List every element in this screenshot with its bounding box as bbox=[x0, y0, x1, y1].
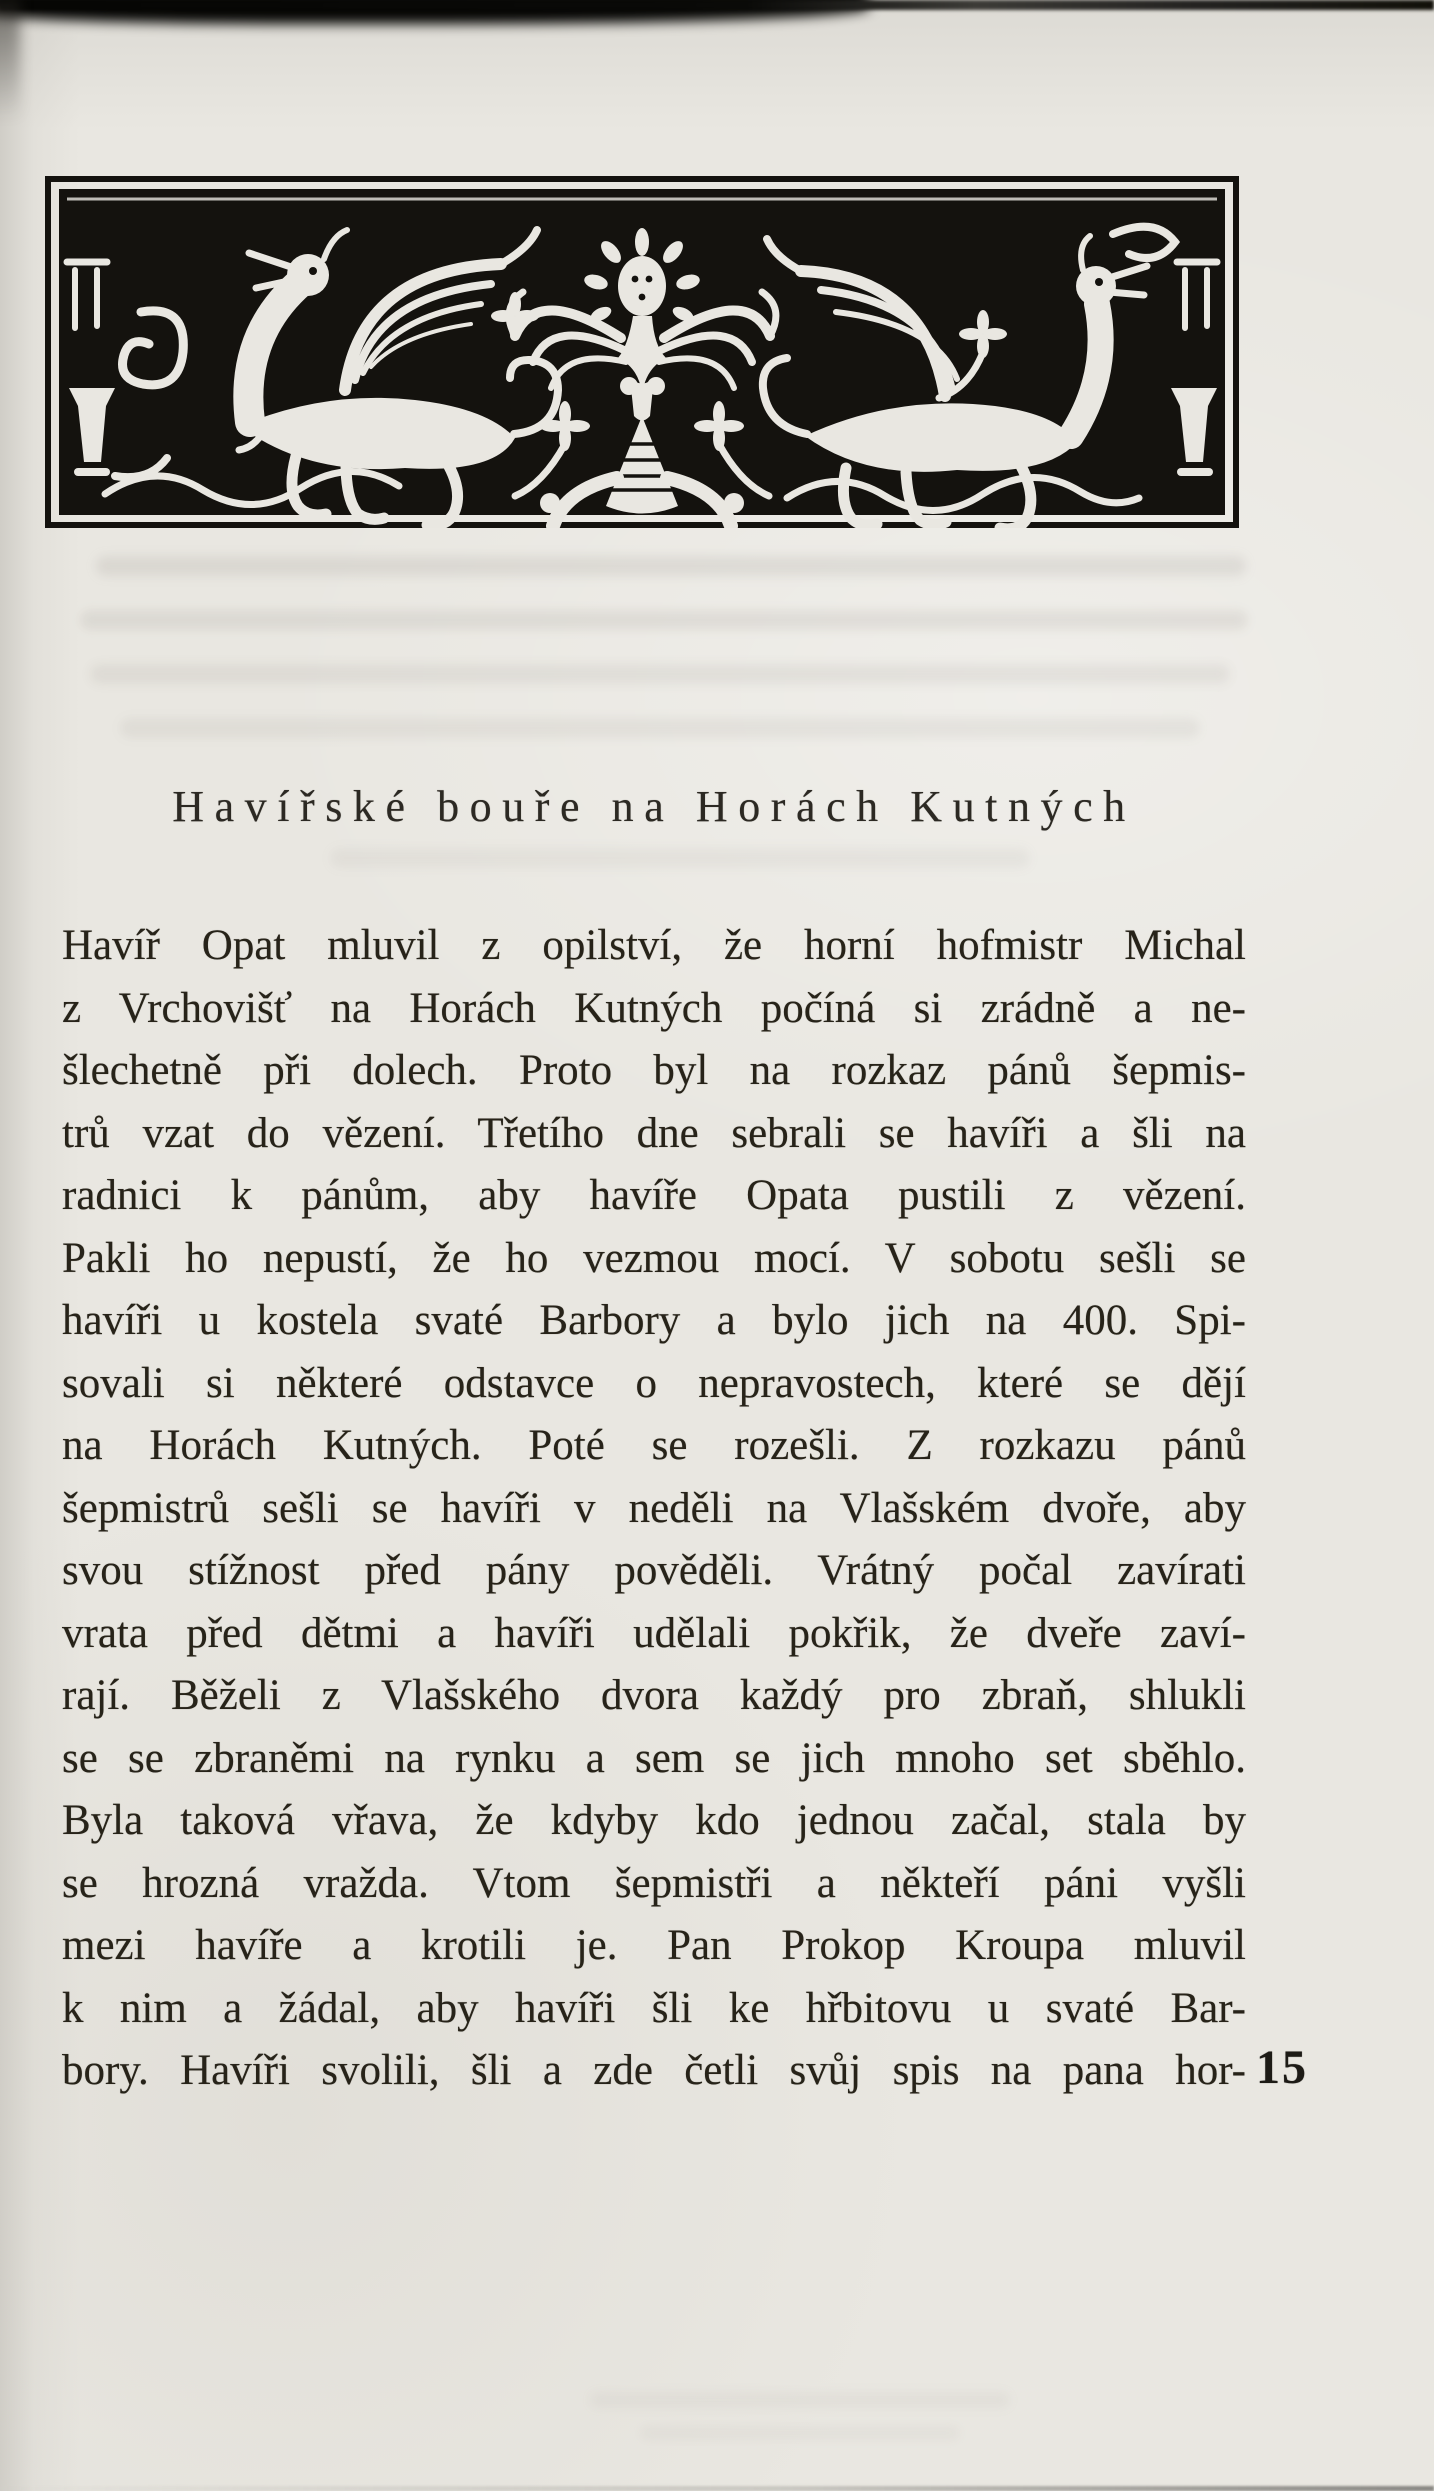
chapter-title: Havířské bouře na Horách Kutných bbox=[172, 782, 1136, 832]
show-through-line bbox=[640, 2426, 960, 2440]
scan-edge-line bbox=[0, 0, 1434, 10]
woodcut-headpiece-ornament bbox=[45, 176, 1239, 528]
show-through-line bbox=[90, 664, 1230, 684]
text-line: se se zbraněmi na rynku a sem se jich mnoho set sběhlo. bbox=[62, 1734, 1246, 1782]
scan-corner-smudge bbox=[0, 0, 20, 120]
text-line: z Vrchovišť na Horách Kutných počíná si zrádně a ne- bbox=[62, 984, 1246, 1032]
text-line: šepmistrů sešli se havíři v neděli na Vlašském dvoře, aby bbox=[62, 1484, 1246, 1532]
text-line: šlechetně při dolech. Proto byl na rozkaz pánů šepmis- bbox=[62, 1047, 1246, 1094]
text-line: radnici k pánům, aby havíře Opata pustili z vězení. bbox=[62, 1172, 1246, 1219]
show-through-line bbox=[80, 610, 1248, 630]
body-text bbox=[62, 915, 1246, 2103]
text-line: Byla taková vřava, že kdyby kdo jednou začal, stala by bbox=[62, 1797, 1246, 1844]
text-line: svou stížnost před pány pověděli. Vrátný počal zavírati bbox=[62, 1547, 1246, 1594]
text-line: se hrozná vražda. Vtom šepmistři a někteří páni vyšli bbox=[62, 1859, 1246, 1907]
text-line: trů vzat do vězení. Třetího dne sebrali se havíři a šli na bbox=[62, 1109, 1246, 1157]
text-line: k nim a žádal, aby havíři šli ke hřbitovu u svaté Bar- bbox=[62, 1984, 1246, 2032]
text-line: mezi havíře a krotili je. Pan Prokop Kroupa mluvil bbox=[62, 1922, 1246, 1969]
text-line: Havíř Opat mluvil z opilství, že horní hofmistr Michal bbox=[62, 922, 1246, 969]
text-line: vrata před dětmi a havíři udělali pokřik, že dveře zaví- bbox=[62, 1609, 1246, 1657]
text-line: sovali si některé odstavce o nepravostech, které se dějí bbox=[62, 1359, 1246, 1407]
text-line: Pakli ho nepustí, že ho vezmou mocí. V sobotu sešli se bbox=[62, 1234, 1246, 1282]
text-line: rají. Běželi z Vlašského dvora každý pro zbraň, shlukli bbox=[62, 1672, 1246, 1719]
show-through-line bbox=[120, 718, 1200, 738]
page-number: 15 bbox=[1256, 2041, 1308, 2094]
text-line: havíři u kostela svaté Barbory a bylo jich na 400. Spi- bbox=[62, 1297, 1246, 1344]
show-through-line bbox=[590, 2392, 1010, 2408]
text-line: bory. Havíři svolili, šli a zde četli svůj spis na pana hor- bbox=[62, 2047, 1246, 2094]
show-through-line bbox=[330, 848, 1030, 868]
scan-bottom-edge bbox=[0, 2486, 1434, 2491]
show-through-line bbox=[96, 556, 1246, 576]
text-line: na Horách Kutných. Poté se rozešli. Z rozkazu pánů bbox=[62, 1422, 1246, 1469]
